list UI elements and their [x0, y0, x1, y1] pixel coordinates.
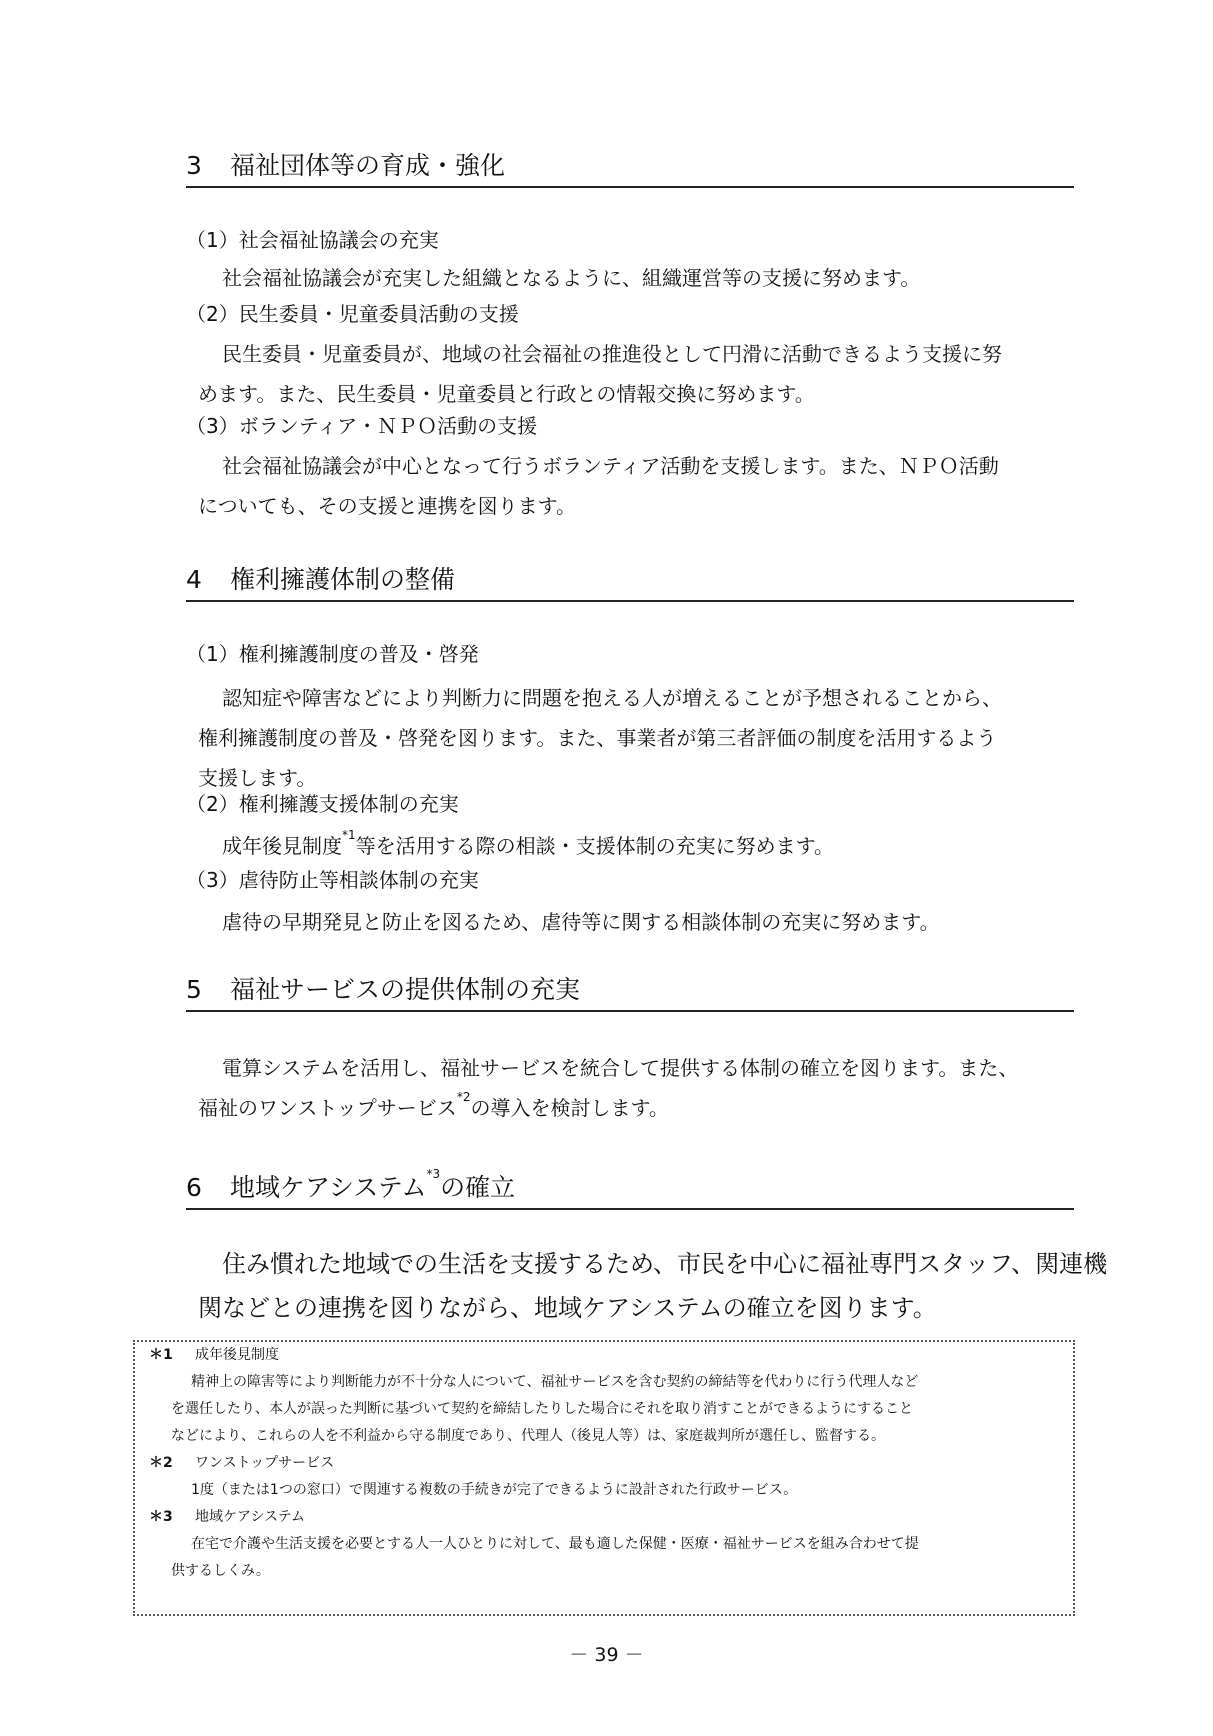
section-title-text: 権利擁護体制の整備: [230, 565, 456, 594]
subheading-3-3: （3）ボランティア・ＮＰＯ活動の支援: [186, 414, 538, 438]
section-number: 4: [186, 565, 202, 594]
paragraph-3-1: [198, 258, 1078, 298]
section-5-title: [186, 974, 1074, 1012]
footnote-marker-2: *2: [456, 1090, 471, 1104]
subheading-3-2: （2）民生委員・児童委員活動の支援: [186, 302, 519, 326]
footnote-line: 供するしくみ。: [171, 1563, 270, 1579]
paragraph-line: 電算システムを活用し、福祉サービスを統合して提供する体制の確立を図ります。また、: [222, 1056, 1019, 1080]
section-3-title: [186, 150, 1074, 188]
footnote-mark: ＊2: [149, 1455, 173, 1471]
paragraph-line: 住み慣れた地域での生活を支援するため、市民を中心に福祉専門スタッフ、関連機: [222, 1250, 1108, 1278]
paragraph-line: [198, 826, 1078, 869]
footnote-line: などにより、これらの人を不利益から守る制度であり、代理人（後見人等）は、家庭裁判所が選任し、監督する。: [171, 1428, 885, 1444]
footnote-2-text: [171, 1477, 1061, 1504]
section-4-title: [186, 564, 1074, 602]
footnote-mark: ＊1: [149, 1347, 173, 1363]
footnote-term: 成年後見制度: [195, 1347, 279, 1363]
footnote-1-text: [171, 1369, 1061, 1450]
subheading-4-3: （3）虐待防止等相談体制の充実: [186, 868, 479, 892]
paragraph-line: 関などとの連携を図りながら、地域ケアシステムの確立を図ります。: [198, 1294, 937, 1322]
footnote-3-label: [149, 1504, 305, 1531]
section-title-text: の確立: [440, 1173, 516, 1202]
subheading-4-2: （2）権利擁護支援体制の充実: [186, 792, 459, 816]
page-number: － 39 －: [569, 1644, 644, 1666]
paragraph-line: 民生委員・児童委員が、地域の社会福祉の推進役として円滑に活動できるよう支援に努: [222, 342, 1002, 366]
paragraph-line: めます。また、民生委員・児童委員と行政との情報交換に努めます。: [198, 382, 815, 406]
paragraph-3-3: [198, 446, 1078, 526]
subheading-3-1: （1）社会福祉協議会の充実: [186, 228, 439, 252]
footnote-3-text: [171, 1531, 1061, 1585]
section-number: 3: [186, 151, 202, 180]
section-title-text: 福祉団体等の育成・強化: [230, 151, 506, 180]
text-segment: 成年後見制度: [222, 834, 342, 858]
paragraph-line: についても、その支援と連携を図ります。: [198, 494, 576, 518]
paragraph-3-2: [198, 334, 1078, 414]
paragraph-line: 虐待の早期発見と防止を図るため、虐待等に関する相談体制の充実に努めます。: [222, 910, 940, 934]
paragraph-line: 社会福祉協議会が充実した組織となるように、組織運営等の支援に努めます。: [222, 266, 921, 290]
footnote-term: ワンストップサービス: [195, 1455, 335, 1471]
footnote-line: 精神上の障害等により判断能力が不十分な人について、福祉サービスを含む契約の締結等を代わりに行う代理人など: [191, 1374, 919, 1390]
section-title-text: 福祉サービスの提供体制の充実: [230, 975, 581, 1004]
section-6-title: [186, 1167, 1074, 1210]
paragraph-4-2: [198, 826, 1078, 869]
paragraph-4-1: [198, 678, 1078, 798]
footnote-line: 在宅で介護や生活支援を必要とする人一人ひとりに対して、最も適した保健・医療・福祉サービスを組み合わせて提: [191, 1536, 919, 1552]
footnote-marker-1: *1: [342, 828, 356, 842]
paragraph-6: [198, 1242, 1108, 1330]
footnote-line: 1度（または1つの窓口）で関連する複数の手続きが完了できるように設計された行政サービス。: [191, 1482, 798, 1498]
subheading-4-1: （1）権利擁護制度の普及・啓発: [186, 642, 479, 666]
paragraph-5: [198, 1048, 1078, 1131]
footnote-2-label: [149, 1450, 334, 1477]
footnote-1-label: [149, 1342, 279, 1369]
footnotes-box: [133, 1340, 1075, 1616]
paragraph-line: [198, 1088, 1078, 1131]
section-number: 5: [186, 975, 202, 1004]
footnote-line: を選任したり、本人が誤った判断に基づいて契約を締結したりした場合にそれを取り消すことができるようにすること: [171, 1401, 913, 1417]
footnote-marker-3: *3: [426, 1167, 441, 1181]
paragraph-line: 社会福祉協議会が中心となって行うボランティア活動を支援します。また、ＮＰＯ活動: [222, 454, 999, 478]
section-title-text: 地域ケアシステム: [230, 1173, 427, 1202]
text-segment: 福祉のワンストップサービス: [198, 1096, 457, 1120]
text-segment: 等を活用する際の相談・支援体制の充実に努めます。: [355, 834, 835, 858]
footnote-term: 地域ケアシステム: [195, 1509, 306, 1525]
paragraph-line: 権利擁護制度の普及・啓発を図ります。また、事業者が第三者評価の制度を活用するよう: [198, 726, 997, 750]
text-segment: の導入を検討します。: [470, 1096, 669, 1120]
section-number: 6: [186, 1173, 202, 1202]
paragraph-line: 支援します。: [198, 766, 317, 790]
footnote-mark: ＊3: [149, 1509, 173, 1525]
paragraph-4-3: [198, 902, 1078, 942]
paragraph-line: 認知症や障害などにより判断力に問題を抱える人が増えることが予想されることから、: [222, 686, 1002, 710]
